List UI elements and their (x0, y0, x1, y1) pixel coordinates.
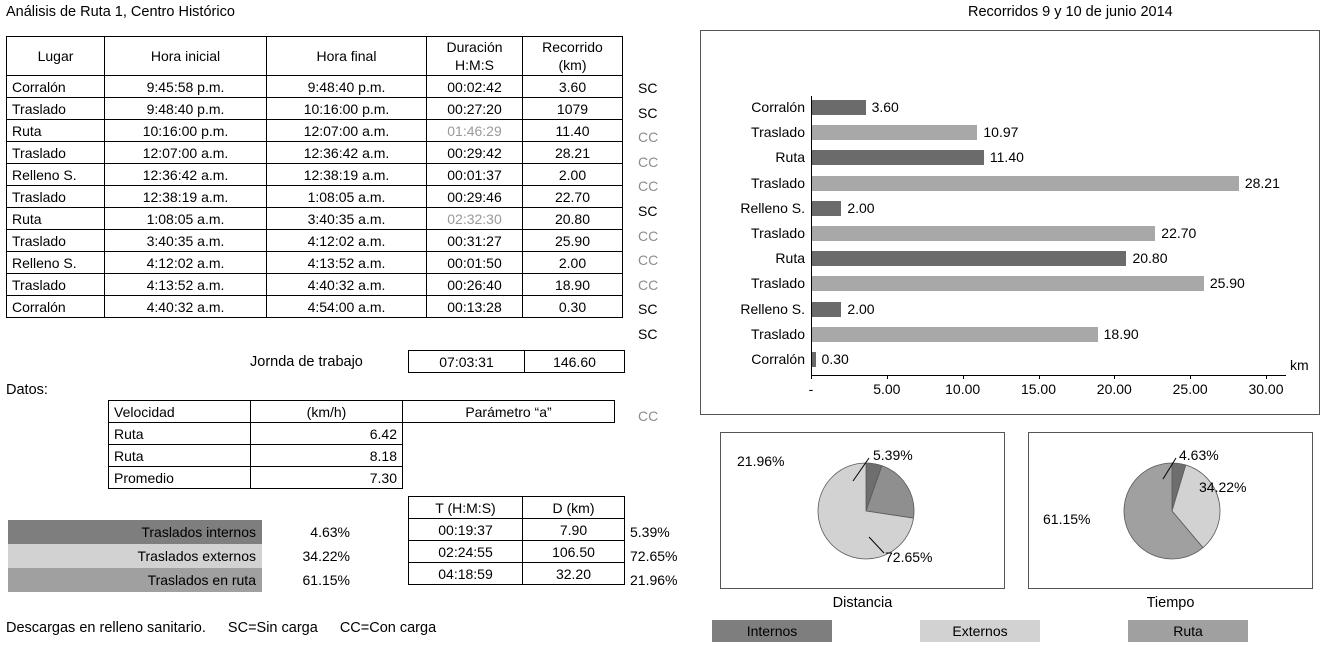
traslado-label: Traslados externos (8, 544, 262, 568)
x-tick (1190, 375, 1191, 379)
table-row (7, 208, 623, 230)
cell-duracion: 00:01:37 (427, 164, 523, 186)
bar-segment (811, 201, 841, 216)
cell-duracion: 00:02:42 (427, 76, 523, 98)
cell-duracion: 00:01:50 (427, 252, 523, 274)
pie-distancia-caption: Distancia (832, 595, 893, 611)
cell-duracion: 00:13:28 (427, 296, 523, 318)
bar-segment (811, 276, 1204, 291)
row-tag-sc: SC (638, 80, 658, 96)
cell-hora-inicial: 12:38:19 a.m. (105, 186, 267, 208)
pie-distancia-label-externos: 72.65% (885, 549, 933, 565)
x-tick (1266, 375, 1267, 379)
cell-recorrido: 18.90 (523, 274, 623, 296)
col-header-hora-final: Hora final (267, 37, 427, 76)
cell-hora-inicial: 1:08:05 a.m. (105, 208, 267, 230)
bar-value-label: 3.60 (871, 99, 899, 115)
cell-velocidad-name: Ruta (109, 423, 251, 445)
table-row (109, 445, 615, 467)
table-row (7, 120, 623, 142)
cell-hora-inicial: 3:40:35 a.m. (105, 230, 267, 252)
bar-segment (811, 226, 1155, 241)
row-tag-cc: CC (638, 178, 659, 195)
pie-tiempo-label-ruta: 61.15% (1043, 511, 1091, 527)
cell-velocidad-name: Ruta (109, 445, 251, 467)
x-tick-label: - (808, 381, 814, 398)
col-header-recorrido: Recorrido (km) (523, 37, 623, 76)
velocidad-cc-tag: CC (638, 408, 659, 424)
cell-velocidad-value: 6.42 (251, 423, 403, 445)
pie-distancia-label-internos: 5.39% (873, 447, 913, 463)
col-header-duracion: Duración H:M:S (427, 37, 523, 76)
cell-traslado-distancia: 32.20 (523, 563, 625, 585)
bar-category-label: Relleno S. (740, 199, 805, 216)
col-header-hora-inicial: Hora inicial (105, 37, 267, 76)
cell-recorrido: 28.21 (523, 142, 623, 164)
row-tag-cc: CC (638, 276, 659, 293)
cell-hora-final: 3:40:35 a.m. (267, 208, 427, 230)
bar-category-label: Relleno S. (740, 300, 805, 317)
traslado-pct-right: 5.39% (630, 524, 670, 540)
bar-category-label: Corralón (751, 99, 805, 115)
table-row (409, 541, 625, 563)
col-header-kmh: (km/h) (251, 401, 403, 423)
route-table (6, 36, 623, 318)
bar-category-label: Corralón (751, 351, 805, 367)
x-tick (811, 375, 812, 379)
velocidad-table (108, 400, 615, 489)
cell-traslado-tiempo: 02:24:55 (409, 541, 523, 563)
cell-duracion: 00:31:27 (427, 230, 523, 252)
table-row (7, 76, 623, 98)
cell-hora-final: 12:38:19 a.m. (267, 164, 427, 186)
cell-velocidad-value: 8.18 (251, 445, 403, 467)
table-row (409, 351, 625, 373)
datos-label: Datos: (6, 382, 48, 398)
cell-hora-final: 4:54:00 a.m. (267, 296, 427, 318)
cell-duracion: 02:32:30 (427, 208, 523, 230)
cell-lugar: Corralón (7, 296, 105, 318)
cell-hora-inicial: 4:40:32 a.m. (105, 296, 267, 318)
col-header-velocidad: Velocidad (109, 401, 251, 423)
table-row (7, 142, 623, 164)
table-row (7, 98, 623, 120)
jornada-table (408, 350, 625, 373)
cell-duracion: 00:29:46 (427, 186, 523, 208)
traslado-pct: 61.15% (302, 572, 350, 588)
cell-velocidad-value: 7.30 (251, 467, 403, 489)
cell-hora-inicial: 4:12:02 a.m. (105, 252, 267, 274)
cell-hora-final: 4:12:02 a.m. (267, 230, 427, 252)
cell-hora-inicial: 10:16:00 p.m. (105, 120, 267, 142)
cell-parametro (403, 423, 615, 445)
bar-value-label: 20.80 (1132, 250, 1168, 267)
bar-segment (811, 251, 1126, 266)
cell-traslado-tiempo: 04:18:59 (409, 563, 523, 585)
table-row (409, 519, 625, 541)
bar-segment (811, 327, 1098, 342)
traslado-label: Traslados internos (8, 520, 262, 544)
row-tag-sc: SC (638, 326, 658, 342)
list-item (8, 520, 408, 544)
traslado-pct: 4.63% (310, 524, 350, 540)
legend-ruta: Ruta (1128, 620, 1248, 642)
jornada-time: 07:03:31 (409, 351, 525, 373)
traslado-label: Traslados en ruta (8, 568, 262, 592)
cell-hora-inicial: 9:48:40 p.m. (105, 98, 267, 120)
bar-value-label: 18.90 (1103, 325, 1139, 342)
cell-recorrido: 11.40 (523, 120, 623, 142)
bar-category-label: Traslado (751, 174, 805, 191)
cell-duracion: 00:29:42 (427, 142, 523, 164)
cell-hora-final: 1:08:05 a.m. (267, 186, 427, 208)
col-header-parametro: Parámetro “a” (403, 401, 615, 423)
table-row (7, 296, 623, 318)
table-header-row (409, 497, 625, 519)
jornada-label: Jornda de trabajo (250, 354, 363, 370)
table-row (7, 274, 623, 296)
traslado-pct-right: 21.96% (630, 572, 678, 588)
col-header-distancia: D (km) (523, 497, 625, 519)
cell-recorrido: 1079 (523, 98, 623, 120)
pie-chart-tiempo (1028, 432, 1313, 589)
legend-externos: Externos (920, 620, 1040, 642)
y-axis (811, 96, 812, 375)
x-tick-label: 30.00 (1248, 381, 1284, 398)
jornada-distance: 146.60 (525, 351, 625, 373)
bar-value-label: 25.90 (1209, 275, 1245, 292)
bar-segment (811, 302, 841, 317)
row-tag-cc: CC (638, 153, 659, 170)
cell-recorrido: 2.00 (523, 164, 623, 186)
footnote-sc: SC=Sin carga (227, 620, 318, 636)
cell-hora-inicial: 4:13:52 a.m. (105, 274, 267, 296)
x-axis-unit-label: km (1290, 357, 1309, 374)
footnote (6, 620, 454, 636)
x-axis (811, 375, 1286, 376)
table-header-row (7, 37, 623, 76)
pie-tiempo-label-internos: 4.63% (1179, 447, 1219, 463)
bar-category-label: Traslado (751, 275, 805, 292)
cell-lugar: Traslado (7, 230, 105, 252)
cell-lugar: Traslado (7, 186, 105, 208)
cell-hora-final: 10:16:00 p.m. (267, 98, 427, 120)
traslados-table (408, 496, 625, 585)
table-row (109, 467, 615, 489)
bar-value-label: 2.00 (847, 199, 875, 216)
bar-segment (811, 176, 1239, 191)
traslados-legend (8, 520, 408, 592)
cell-hora-final: 12:07:00 a.m. (267, 120, 427, 142)
table-row (7, 252, 623, 274)
footnote-text: Descargas en relleno sanitario. (6, 620, 206, 636)
cell-duracion: 00:26:40 (427, 274, 523, 296)
table-row (109, 423, 615, 445)
cell-lugar: Ruta (7, 120, 105, 142)
row-tag-cc: CC (638, 227, 659, 244)
table-header-row (109, 401, 615, 423)
cell-parametro (403, 445, 615, 467)
list-item (8, 544, 408, 568)
cell-lugar: Traslado (7, 98, 105, 120)
bar-value-label: 28.21 (1244, 174, 1280, 191)
row-tag-sc: SC (638, 301, 658, 318)
cell-recorrido: 25.90 (523, 230, 623, 252)
cell-lugar: Traslado (7, 142, 105, 164)
cell-recorrido: 0.30 (523, 296, 623, 318)
cell-recorrido: 3.60 (523, 76, 623, 98)
x-tick (887, 375, 888, 379)
cell-lugar: Relleno S. (7, 252, 105, 274)
bar-value-label: 22.70 (1161, 225, 1197, 241)
row-tag-sc: SC (638, 104, 658, 121)
cell-recorrido: 2.00 (523, 252, 623, 274)
cell-traslado-distancia: 106.50 (523, 541, 625, 563)
row-tag-cc: CC (638, 252, 659, 269)
cell-hora-final: 4:40:32 a.m. (267, 274, 427, 296)
x-tick (1039, 375, 1040, 379)
cell-lugar: Ruta (7, 208, 105, 230)
x-tick-label: 20.00 (1096, 381, 1132, 398)
traslado-pct: 34.22% (302, 548, 350, 564)
x-tick (1114, 375, 1115, 379)
x-tick-label: 10.00 (945, 381, 981, 398)
bar-value-label: 10.97 (983, 124, 1019, 141)
bar-category-label: Traslado (751, 124, 805, 141)
cell-recorrido: 22.70 (523, 186, 623, 208)
page-title-left: Análisis de Ruta 1, Centro Histórico (6, 4, 235, 20)
cell-hora-final: 4:13:52 a.m. (267, 252, 427, 274)
traslado-pct-right: 72.65% (630, 548, 678, 564)
x-tick-label: 25.00 (1172, 381, 1208, 398)
bar-category-label: Ruta (775, 250, 805, 267)
cell-hora-final: 12:36:42 a.m. (267, 142, 427, 164)
row-tag-cc: CC (638, 129, 659, 146)
col-header-lugar: Lugar (7, 37, 105, 76)
pie-chart-distancia (720, 432, 1005, 589)
bar-value-label: 2.00 (847, 300, 875, 317)
pie-tiempo-caption: Tiempo (1146, 595, 1195, 611)
cell-traslado-distancia: 7.90 (523, 519, 625, 541)
pie-tiempo-label-externos: 34.22% (1199, 479, 1247, 495)
bar-segment (811, 100, 866, 115)
cell-duracion: 01:46:29 (427, 120, 523, 142)
bar-chart (700, 30, 1320, 415)
cell-hora-inicial: 12:36:42 a.m. (105, 164, 267, 186)
pie-distancia-label-ruta: 21.96% (737, 453, 785, 469)
cell-lugar: Relleno S. (7, 164, 105, 186)
bar-category-label: Traslado (751, 325, 805, 342)
bar-segment (811, 150, 984, 165)
x-tick-label: 5.00 (873, 381, 901, 398)
cell-parametro (403, 467, 615, 489)
row-tag-sc: SC (638, 203, 658, 219)
table-row (7, 230, 623, 252)
x-tick-label: 15.00 (1020, 381, 1057, 398)
list-item (8, 568, 408, 592)
table-row (7, 186, 623, 208)
cell-hora-final: 9:48:40 p.m. (267, 76, 427, 98)
cell-velocidad-name: Promedio (109, 467, 251, 489)
cell-duracion: 00:27:20 (427, 98, 523, 120)
cell-hora-inicial: 9:45:58 p.m. (105, 76, 267, 98)
legend-internos: Internos (712, 620, 832, 642)
bar-value-label: 11.40 (989, 149, 1024, 166)
cell-recorrido: 20.80 (523, 208, 623, 230)
cell-lugar: Corralón (7, 76, 105, 98)
bar-segment (811, 125, 977, 140)
col-header-tiempo: T (H:M:S) (409, 497, 523, 519)
table-row (7, 164, 623, 186)
bar-category-label: Ruta (775, 149, 805, 166)
table-row (409, 563, 625, 585)
cell-traslado-tiempo: 00:19:37 (409, 519, 523, 541)
cell-lugar: Traslado (7, 274, 105, 296)
page-title-right: Recorridos 9 y 10 de junio 2014 (968, 4, 1173, 20)
bar-category-label: Traslado (751, 225, 805, 241)
x-tick (963, 375, 964, 379)
cell-hora-inicial: 12:07:00 a.m. (105, 142, 267, 164)
footnote-cc: CC=Con carga (339, 620, 437, 636)
bar-value-label: 0.30 (821, 351, 849, 367)
